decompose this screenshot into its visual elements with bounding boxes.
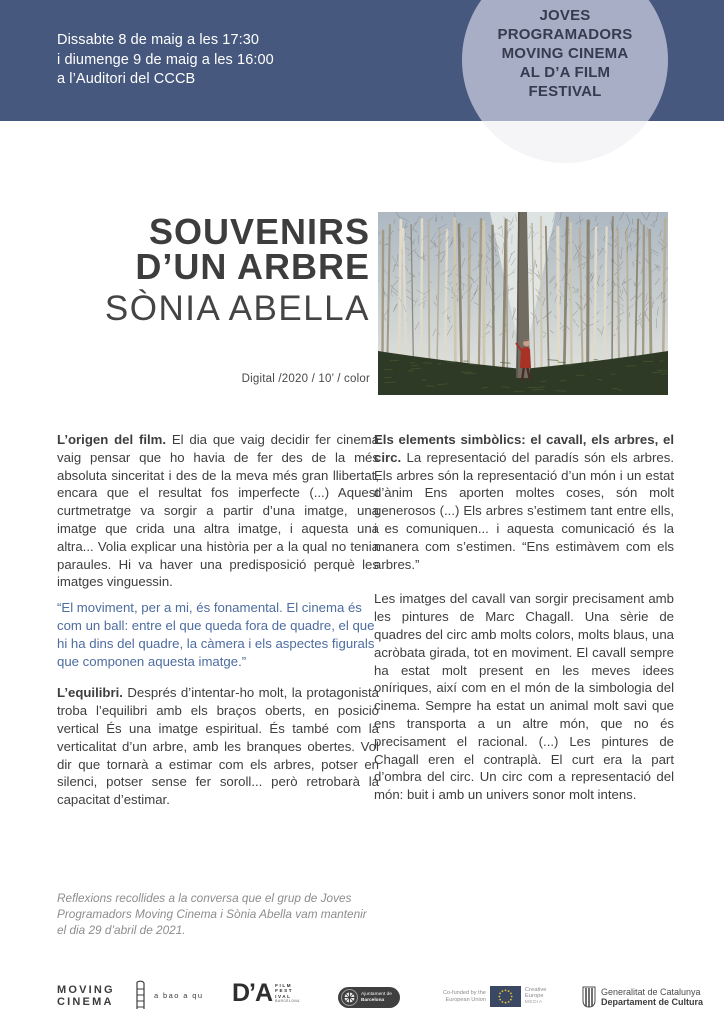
film-still — [378, 212, 668, 395]
media-line: MEDIA — [524, 999, 543, 1005]
abaoaqu-logo — [133, 979, 203, 1011]
film-title-line1: SOUVENIRS — [148, 211, 370, 252]
event-date-line2: i diumenge 9 de maig a les 16:00 — [57, 51, 274, 68]
program-badge-line3: MOVING CINEMA — [501, 45, 629, 62]
da-small-line1: FILM — [275, 982, 293, 988]
da-festival-small-text — [275, 983, 300, 1003]
program-badge-line5: FESTIVAL — [528, 83, 602, 100]
footnote: Reflexions recollides a la conversa que el grup de Joves Programadors Moving Cinema i Sònia Abella vam mantenir el dia 29 d’abril de 2021. — [57, 891, 367, 937]
eu-cofunded-label — [443, 990, 486, 1003]
creative-europe-label — [525, 987, 547, 1007]
event-date-line3: a l’Auditori del CCCB — [57, 71, 196, 87]
barcelona-label — [361, 992, 392, 1003]
creative-line1: Creative — [524, 986, 547, 993]
da-tiny-line: BARCELONA — [275, 998, 300, 1003]
da-small-line3: IVAL — [275, 994, 292, 999]
abaoaqu-label: a bao a qu — [154, 990, 204, 1000]
paragraph-equilibri-lead: L’equilibri. — [57, 685, 123, 701]
paragraph-simbolics — [374, 431, 674, 573]
column-right — [374, 431, 674, 812]
pull-quote: “El moviment, per a mi, és fonamental. El cinema és com un ball: entre el que queda fora de quadre, el que hi ha dins del quadre, la càmera i els aspectes figurals que componen aquesta imatge.” — [57, 600, 375, 669]
ajuntament-barcelona-logo — [338, 987, 400, 1008]
generalitat-logo — [582, 986, 703, 1008]
ladder-icon — [133, 979, 149, 1011]
creative-line2: Europe — [524, 993, 544, 1000]
generalitat-label — [601, 987, 703, 1008]
eu-cofunded-line1: Co-funded by the — [443, 989, 486, 996]
barcelona-line2: Barcelona — [361, 997, 385, 1003]
film-still-svg — [378, 212, 668, 395]
paragraph-chagall: Les imatges del cavall van sorgir precisament amb les pintures de Marc Chagall. Una sèrie de quadres del circ amb molts colors, molts blaus, una acròbata girada, tot en moviment. El cavall sempre ha estat molt present en les meves idees oníriques, així com en el món de la simbologia del cinema. Sempre ha estat un animal molt savi que ens transporta a un altre món, que no és precisament el racional. (...) Les pintures de Chagall eren el contraplà. El curt era la part d’ombra del circ. Un circ com a representació del món: buit i amb un univers sonor molt intens. — [374, 591, 674, 803]
da-festival-mark: D’A — [232, 979, 273, 1007]
barcelona-line1: Ajuntament de — [361, 991, 392, 997]
paragraph-origen-lead: L’origen del film. — [57, 432, 167, 447]
barcelona-emblem-icon — [341, 989, 358, 1006]
footer-logos — [0, 975, 724, 1024]
moving-cinema-logo — [57, 984, 115, 1008]
generalitat-line1: Generalitat de Catalunya — [601, 986, 701, 997]
eu-cofunded-line2: European Union — [445, 996, 486, 1003]
paragraph-origen-text: El dia que vaig decidir fer cinema vaig pensar que ho havia de fer des de la més absoluta sinceritat i des de la meva més gran llibertat, encara que el resultat fos imperfecte (...) Aquest curtmetratge va sorgir a partir d’una imatge, una imatge que crida una altra imatge, i aquesta una altra... Volia explicar una història per a la qual no tenia paraules. Hi va haver una predisposició perquè les imatges vinguessin. — [57, 432, 380, 590]
film-author: SÒNIA ABELLA — [104, 289, 370, 328]
paragraph-simbolics-text: La representació del paradís són els arbres. Els arbres són la representació d’un món i un estat d’ànim Ens aporten moltes coses, són molt generosos (...) Els arbres s’estimem tant entre ells, i es comuniquen... i aquesta comunicació és la manera com s’estimen. “Ens estimàvem com els arbres.” — [374, 449, 674, 572]
paragraph-origen — [57, 431, 379, 591]
paragraph-simbolics-lead: Els elements simbòlics: el cavall, els arbres, el circ. — [374, 432, 674, 465]
program-badge-line4: AL D’A FILM — [519, 64, 611, 81]
paragraph-equilibri-text: Després d’intentar-ho molt, la protagonista troba l’equilibri amb els braços oberts, en posició vertical És una imatge espiritual. És també com la verticalitat d’un arbre, amb les branques obertes. Vol dir que tornarà a estimar com els arbres, potser en silenci, potser sense fer soroll... però retrobarà la capacitat d’estimar. — [57, 685, 379, 808]
moving-cinema-line2: CINEMA — [57, 996, 114, 1008]
column-left — [57, 431, 379, 817]
program-badge-line2: PROGRAMADORS — [497, 26, 633, 43]
film-meta: Digital /2020 / 10’ / color — [241, 373, 370, 385]
eu-creative-europe-logo — [443, 986, 547, 1007]
generalitat-shield-icon — [582, 986, 596, 1008]
film-title-line2: D’UN ARBRE — [135, 246, 370, 287]
eu-flag-icon — [490, 986, 521, 1007]
program-badge-line1: JOVES — [539, 7, 591, 24]
generalitat-line2: Departament de Cultura — [601, 997, 704, 1007]
da-festival-logo — [232, 981, 300, 1005]
event-dates — [57, 31, 274, 90]
film-title — [40, 211, 370, 287]
paragraph-equilibri — [57, 684, 379, 809]
event-date-line1: Dissabte 8 de maig a les 17:30 — [57, 32, 260, 48]
film-title-block — [40, 211, 370, 385]
moving-cinema-line1: MOVING — [57, 984, 115, 996]
program-badge — [452, 6, 678, 101]
da-small-line2: FEST — [275, 988, 294, 994]
